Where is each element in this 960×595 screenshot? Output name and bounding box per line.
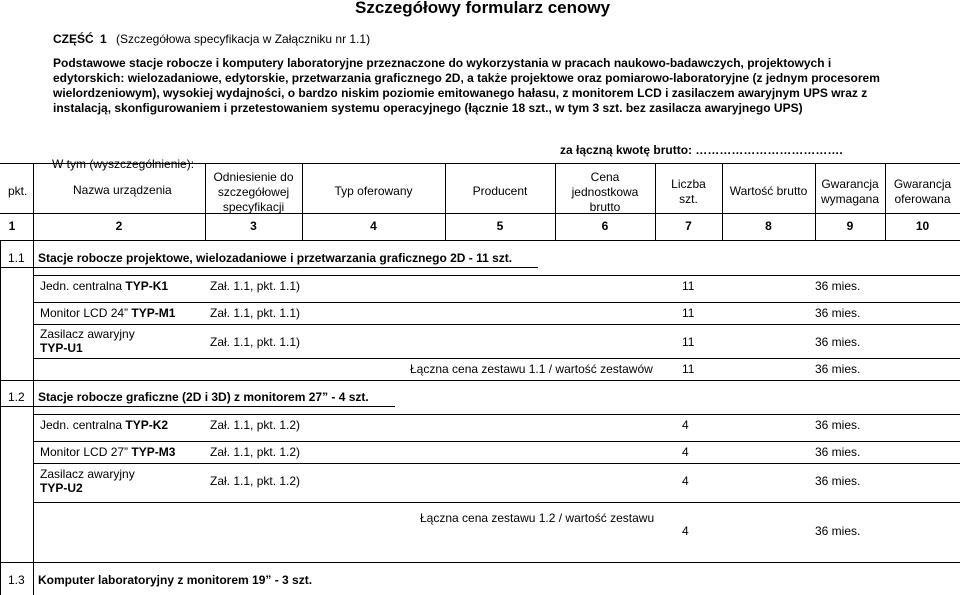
item-warranty: 36 mies. — [815, 418, 861, 432]
row-rule — [33, 463, 960, 464]
col-header-gw-wymagana-l1: Gwarancja — [821, 177, 879, 191]
summary-label: Łączna cena zestawu 1.1 / wartość zestawów — [410, 362, 653, 376]
total-amount-line: za łączną kwotę brutto: ………………………………. — [560, 143, 843, 157]
summary-qty: 4 — [682, 524, 689, 538]
summary-warranty: 36 mies. — [815, 524, 861, 538]
col-number: 10 — [915, 219, 930, 233]
section-title-rule — [0, 406, 395, 407]
item-type-code: TYP-U2 — [40, 481, 83, 495]
col-number: 1 — [8, 219, 16, 233]
item-warranty: 36 mies. — [815, 279, 861, 293]
summary-qty: 11 — [682, 362, 695, 376]
item-qty: 4 — [682, 445, 689, 459]
item-name-plain: Jedn. centralna — [40, 279, 126, 293]
col-number: 2 — [115, 219, 123, 233]
row-rule — [33, 275, 960, 276]
summary-label: Łączna cena zestawu 1.2 / wartość zestawu — [420, 511, 655, 525]
item-ref: Zał. 1.1, pkt. 1.2) — [210, 445, 301, 459]
col-header-gwarancja-wymagana — [815, 177, 885, 207]
intro-line-2: edytorskich: wielozadaniowe, edytorskie, przetwarzania graficznego 2D, a także projektowe oraz pomiarowo-laboratoryjne (z jednym procesorem — [53, 71, 880, 85]
col-header-cena-l1: Cena — [590, 170, 620, 184]
col-header-cena-l2: jednostkowa — [571, 185, 639, 199]
section-number: 1.2 — [8, 390, 25, 404]
col-header-w-tym: W tym (wyszczególnienie): — [52, 157, 195, 171]
header-bottom-rule — [0, 213, 960, 214]
left-item-rule — [33, 240, 34, 595]
section-title-rule — [0, 267, 538, 268]
col-header-gw-wymagana-l2: wymagana — [820, 192, 880, 206]
item-ref: Zał. 1.1, pkt. 1.2) — [210, 474, 301, 488]
section-number: 1.3 — [8, 573, 25, 587]
col-header-liczba-l2: szt. — [679, 192, 698, 206]
item-ref: Zał. 1.1, pkt. 1.1) — [210, 335, 301, 349]
summary-warranty: 36 mies. — [815, 362, 861, 376]
table-left-border — [0, 240, 1, 595]
col-number: 4 — [370, 219, 377, 233]
item-name-plain: Jedn. centralna — [40, 418, 126, 432]
col-header-liczba-l1: Liczba — [671, 177, 706, 191]
col-header-odniesienie-l1: Odniesienie do — [213, 170, 294, 184]
row-rule — [0, 380, 960, 381]
col-number: 9 — [846, 219, 854, 233]
intro-line-1: Podstawowe stacje robocze i komputery laboratoryjne przeznaczone do wykorzystania w pracach naukowo-badawczych, projektowych i — [53, 56, 832, 70]
item-name-plain: Zasilacz awaryjny — [40, 327, 135, 341]
item-qty: 11 — [682, 279, 695, 293]
col-header-wartosc: Wartość brutto — [729, 184, 808, 198]
numbers-bottom-rule — [0, 240, 960, 241]
row-rule — [33, 302, 960, 303]
item-ref: Zał. 1.1, pkt. 1.1) — [210, 279, 301, 293]
col-number: 5 — [496, 219, 504, 233]
row-rule — [33, 502, 960, 503]
item-name — [40, 445, 175, 459]
item-ref: Zał. 1.1, pkt. 1.2) — [210, 418, 301, 432]
col-header-gwarancja-oferowana — [885, 177, 960, 207]
col-number: 6 — [601, 219, 609, 233]
row-rule — [33, 441, 960, 442]
item-type-code: TYP-K2 — [125, 418, 169, 432]
col-header-gw-oferowana-l1: Gwarancja — [893, 177, 952, 191]
item-name — [40, 279, 168, 293]
item-name-plain: Monitor LCD 24” — [40, 306, 132, 320]
item-type-code: TYP-M3 — [131, 445, 176, 459]
item-ref: Zał. 1.1, pkt. 1.1) — [210, 306, 301, 320]
row-rule — [33, 324, 960, 325]
intro-line-4: instalacją, skonfigurowaniem i przetestowaniem systemu operacyjnego (łącznie 18 szt., w tym 3 szt. bez zasilacza awaryjnego UPS) — [53, 101, 803, 115]
col-header-gw-oferowana-l2: oferowana — [894, 192, 951, 206]
col-number: 3 — [250, 219, 257, 233]
col-header-odniesienie-l2: szczegółowej — [217, 185, 290, 199]
section-number: 1.1 — [8, 251, 25, 265]
item-warranty: 36 mies. — [815, 335, 861, 349]
item-type-code: TYP-M1 — [131, 306, 176, 320]
item-type-code: TYP-K1 — [125, 279, 169, 293]
col-header-pkt: pkt. — [8, 184, 28, 198]
section-title: Stacje robocze projektowe, wielozadaniowe i przetwarzania graficznego 2D - 11 szt. — [38, 251, 513, 265]
col-header-odniesienie — [205, 170, 302, 215]
col-header-liczba — [655, 177, 722, 207]
part-label: CZĘŚĆ — [53, 32, 94, 46]
item-warranty: 36 mies. — [815, 306, 861, 320]
item-qty: 4 — [682, 474, 689, 488]
row-rule — [33, 414, 960, 415]
item-name — [40, 418, 168, 432]
col-header-nazwa: Nazwa urządzenia — [73, 183, 172, 197]
item-qty: 11 — [682, 306, 695, 320]
item-warranty: 36 mies. — [815, 445, 861, 459]
part-number: 1 — [100, 32, 107, 46]
item-qty: 4 — [682, 418, 689, 432]
col-header-odniesienie-l3: specyfikacji — [222, 200, 285, 214]
col-header-producent: Producent — [472, 184, 528, 198]
item-qty: 11 — [682, 335, 695, 349]
item-warranty: 36 mies. — [815, 474, 861, 488]
col-number: 8 — [765, 219, 772, 233]
section-title: Komputer laboratoryjny z monitorem 19” - 3 szt. — [38, 573, 313, 587]
section-title: Stacje robocze graficzne (2D i 3D) z monitorem 27” - 4 szt. — [38, 390, 369, 404]
item-name-plain: Monitor LCD 27” — [40, 445, 132, 459]
form-title: Szczegółowy formularz cenowy — [355, 0, 611, 17]
col-header-typ: Typ oferowany — [334, 184, 413, 198]
row-rule — [33, 358, 960, 359]
part-note: (Szczegółowa specyfikacja w Załączniku nr 1.1) — [116, 32, 371, 46]
row-rule — [0, 562, 960, 563]
col-header-cena — [555, 170, 655, 215]
intro-line-3: wielordzeniowym), wysokiej wydajności, o bardzo niskim poziomie emitowanego hałasu, z monitorem LCD i zasilaczem awaryjnym UPS wraz z — [53, 86, 868, 100]
item-name-plain: Zasilacz awaryjny — [40, 467, 135, 481]
item-name — [40, 306, 175, 320]
col-number: 7 — [685, 219, 692, 233]
item-type-code: TYP-U1 — [40, 341, 83, 355]
col-header-cena-l3: brutto — [589, 200, 621, 214]
